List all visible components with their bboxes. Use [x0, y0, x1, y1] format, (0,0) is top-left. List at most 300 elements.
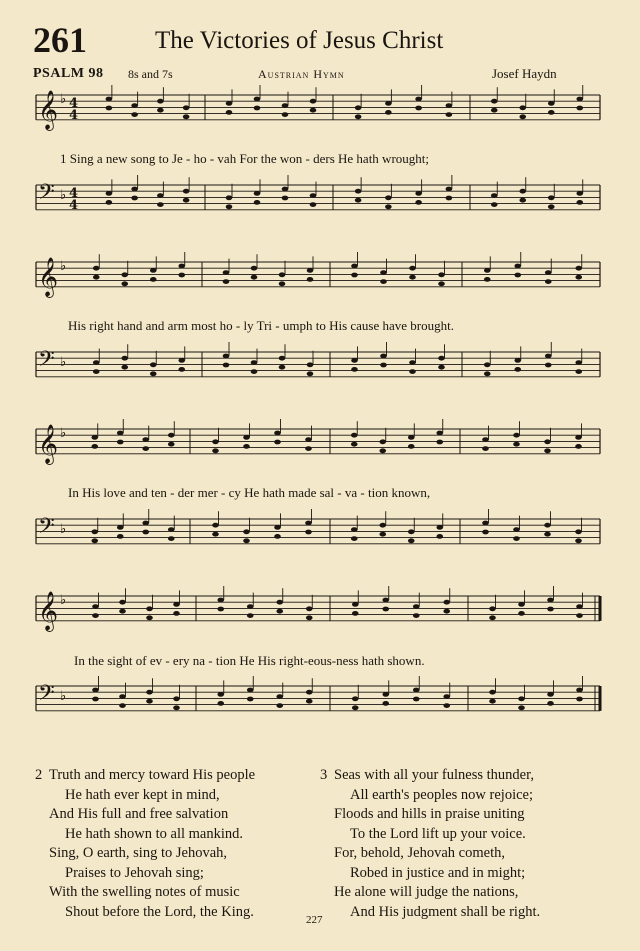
note-head	[385, 195, 392, 200]
note-head	[514, 367, 521, 372]
flat-sign: ♭	[60, 188, 67, 203]
note-head	[413, 613, 420, 618]
note-head	[380, 270, 387, 275]
note-head	[178, 367, 185, 372]
time-signature-bottom: 4	[69, 108, 79, 123]
note-head	[117, 534, 124, 539]
note-head	[380, 363, 387, 368]
note-head	[489, 690, 496, 695]
note-head	[131, 196, 138, 201]
note-head	[173, 705, 180, 710]
bass-clef: 𝄢	[38, 681, 55, 711]
note-head	[119, 694, 126, 699]
flat-sign: ♭	[60, 593, 67, 608]
note-head	[548, 204, 555, 209]
note-head	[351, 367, 358, 372]
note-head	[150, 362, 157, 367]
note-head	[575, 369, 582, 374]
note-head	[306, 606, 313, 611]
note-head	[157, 202, 164, 207]
note-head	[514, 264, 521, 269]
verse-line: Praises to Jehovah sing;	[65, 864, 204, 881]
note-head	[409, 266, 416, 271]
note-head	[274, 534, 281, 539]
note-head	[131, 103, 138, 108]
note-head	[379, 532, 386, 537]
note-head	[484, 268, 491, 273]
note-head	[93, 369, 100, 374]
note-head	[243, 444, 250, 449]
note-head	[274, 525, 281, 530]
note-head	[409, 275, 416, 280]
note-head	[355, 198, 362, 203]
note-head	[351, 358, 358, 363]
note-head	[352, 705, 359, 710]
note-head	[382, 598, 389, 603]
note-head	[183, 114, 190, 119]
note-head	[484, 277, 491, 282]
note-head	[446, 196, 453, 201]
note-head	[436, 440, 443, 445]
note-head	[408, 444, 415, 449]
note-head	[91, 435, 98, 440]
lyric-line-4: In the sight of ev - ery na - tion He His right-eous-ness hath shown.	[74, 653, 425, 668]
note-head	[576, 688, 583, 693]
note-head	[547, 607, 554, 612]
note-head	[121, 356, 128, 361]
note-head	[310, 202, 317, 207]
note-head	[310, 99, 317, 104]
note-head	[243, 538, 250, 543]
note-head	[106, 106, 113, 111]
note-head	[254, 106, 261, 111]
note-head	[178, 273, 185, 278]
note-head	[150, 277, 157, 282]
note-head	[276, 703, 283, 708]
note-head	[351, 433, 358, 438]
note-head	[142, 446, 149, 451]
verse-2	[35, 766, 256, 922]
time-signature-top: 4	[69, 96, 79, 111]
note-head	[92, 604, 99, 609]
note-head	[519, 114, 526, 119]
note-head	[131, 112, 138, 117]
note-head	[544, 439, 551, 444]
note-head	[408, 538, 415, 543]
verse-line: Floods and hills in praise uniting	[334, 806, 525, 822]
flat-sign: ♭	[60, 92, 67, 107]
bass-clef: 𝄢	[38, 514, 55, 544]
verse-3	[320, 766, 541, 922]
note-head	[157, 108, 164, 113]
note-head	[409, 369, 416, 374]
flat-sign: ♭	[60, 355, 67, 370]
note-head	[438, 272, 445, 277]
verse-line: Sing, O earth, sing to Jehovah,	[49, 845, 228, 861]
note-head	[119, 600, 126, 605]
note-head	[212, 439, 219, 444]
note-head	[282, 196, 289, 201]
bass-clef: 𝄢	[38, 180, 55, 210]
note-head	[576, 697, 583, 702]
note-head	[443, 694, 450, 699]
verse-line: To the Lord lift up your voice.	[350, 825, 526, 842]
note-head	[409, 360, 416, 365]
note-head	[91, 529, 98, 534]
note-head	[576, 604, 583, 609]
note-head	[223, 354, 230, 359]
note-head	[438, 356, 445, 361]
note-head	[379, 523, 386, 528]
time-signature-bottom: 4	[69, 198, 79, 213]
note-head	[545, 363, 552, 368]
verse-number: 3	[320, 767, 328, 783]
bass-clef: 𝄢	[38, 347, 55, 377]
note-head	[352, 611, 359, 616]
note-head	[183, 198, 190, 203]
note-head	[226, 101, 233, 106]
note-head	[310, 193, 317, 198]
note-head	[518, 696, 525, 701]
composer-name: Josef Haydn	[492, 66, 557, 81]
note-head	[217, 701, 224, 706]
note-head	[131, 187, 138, 192]
note-head	[482, 530, 489, 535]
note-head	[146, 615, 153, 620]
note-head	[142, 437, 149, 442]
note-head	[413, 604, 420, 609]
note-head	[254, 200, 261, 205]
note-head	[282, 103, 289, 108]
note-head	[282, 112, 289, 117]
note-head	[514, 358, 521, 363]
note-head	[178, 358, 185, 363]
verse-line: Truth and mercy toward His people	[49, 767, 256, 783]
note-head	[305, 437, 312, 442]
note-head	[251, 266, 258, 271]
note-head	[518, 611, 525, 616]
note-head	[310, 108, 317, 113]
treble-clef: 𝄞	[38, 90, 59, 130]
note-head	[279, 281, 286, 286]
note-head	[106, 97, 113, 102]
note-head	[247, 613, 254, 618]
note-head	[117, 440, 124, 445]
note-head	[513, 536, 520, 541]
note-head	[544, 523, 551, 528]
note-head	[514, 273, 521, 278]
note-head	[247, 604, 254, 609]
note-head	[513, 527, 520, 532]
note-head	[548, 110, 555, 115]
note-head	[223, 363, 230, 368]
note-head	[576, 200, 583, 205]
treble-clef: 𝄞	[38, 257, 59, 297]
lyric-line-1: 1 Sing a new song to Je - ho - vah For the won - ders He hath wrought;	[60, 151, 429, 166]
note-head	[436, 534, 443, 539]
note-head	[121, 281, 128, 286]
note-head	[438, 365, 445, 370]
note-head	[491, 108, 498, 113]
note-head	[91, 538, 98, 543]
note-head	[382, 607, 389, 612]
note-head	[379, 448, 386, 453]
note-head	[408, 529, 415, 534]
note-head	[446, 112, 453, 117]
note-head	[575, 529, 582, 534]
note-head	[351, 536, 358, 541]
note-head	[117, 431, 124, 436]
note-head	[385, 110, 392, 115]
note-head	[305, 521, 312, 526]
note-head	[226, 110, 233, 115]
note-head	[142, 521, 149, 526]
note-head	[351, 273, 358, 278]
note-head	[575, 435, 582, 440]
hymn-number: 261	[33, 20, 87, 60]
note-head	[436, 525, 443, 530]
note-head	[168, 433, 175, 438]
note-head	[91, 444, 98, 449]
verse-line: Robed in justice and in might;	[350, 864, 526, 881]
note-head	[415, 97, 422, 102]
note-head	[352, 696, 359, 701]
note-head	[274, 431, 281, 436]
tune-name: Austrian Hymn	[258, 67, 345, 81]
note-head	[576, 97, 583, 102]
note-head	[279, 365, 286, 370]
verse-line: With the swelling notes of music	[49, 884, 240, 900]
note-head	[382, 692, 389, 697]
verse-line: For, behold, Jehovah cometh,	[334, 845, 505, 861]
note-head	[92, 697, 99, 702]
note-head	[519, 198, 526, 203]
note-head	[243, 529, 250, 534]
note-head	[544, 448, 551, 453]
note-head	[212, 523, 219, 528]
note-head	[226, 204, 233, 209]
note-head	[545, 354, 552, 359]
note-head	[117, 525, 124, 530]
note-head	[385, 101, 392, 106]
note-head	[274, 440, 281, 445]
note-head	[518, 602, 525, 607]
note-head	[482, 521, 489, 526]
note-head	[212, 532, 219, 537]
note-head	[413, 697, 420, 702]
note-head	[92, 688, 99, 693]
note-head	[482, 437, 489, 442]
note-head	[282, 187, 289, 192]
note-head	[306, 699, 313, 704]
note-head	[150, 371, 157, 376]
note-head	[307, 371, 314, 376]
note-head	[513, 442, 520, 447]
note-head	[355, 114, 362, 119]
note-head	[146, 606, 153, 611]
note-head	[413, 688, 420, 693]
note-head	[251, 275, 258, 280]
note-head	[484, 371, 491, 376]
note-head	[276, 694, 283, 699]
note-head	[545, 279, 552, 284]
hymn-title: The Victories of Jesus Christ	[155, 27, 444, 54]
note-head	[306, 690, 313, 695]
note-head	[415, 191, 422, 196]
note-head	[251, 360, 258, 365]
time-signature-top: 4	[69, 186, 79, 201]
note-head	[484, 362, 491, 367]
note-head	[491, 193, 498, 198]
note-head	[352, 602, 359, 607]
note-head	[415, 200, 422, 205]
note-head	[217, 692, 224, 697]
flat-sign: ♭	[60, 689, 67, 704]
note-head	[106, 200, 113, 205]
verse-line: Seas with all your fulness thunder,	[334, 767, 534, 783]
note-head	[173, 611, 180, 616]
note-head	[575, 360, 582, 365]
note-head	[93, 275, 100, 280]
flat-sign: ♭	[60, 426, 67, 441]
note-head	[243, 435, 250, 440]
note-head	[436, 431, 443, 436]
note-head	[183, 105, 190, 110]
note-head	[443, 703, 450, 708]
note-head	[121, 272, 128, 277]
verse-line: And His judgment shall be right.	[350, 903, 541, 920]
note-head	[379, 439, 386, 444]
note-head	[575, 444, 582, 449]
note-head	[307, 362, 314, 367]
note-head	[382, 701, 389, 706]
note-head	[519, 105, 526, 110]
note-head	[355, 189, 362, 194]
note-head	[168, 527, 175, 532]
note-head	[351, 527, 358, 532]
verse-line: He hath shown to all mankind.	[65, 825, 244, 842]
note-head	[247, 688, 254, 693]
note-head	[305, 530, 312, 535]
note-head	[157, 193, 164, 198]
verse-line: Shout before the Lord, the King.	[65, 903, 254, 920]
note-head	[491, 202, 498, 207]
note-head	[306, 615, 313, 620]
note-head	[279, 272, 286, 277]
note-head	[351, 442, 358, 447]
verse-number: 2	[35, 767, 43, 783]
note-head	[276, 609, 283, 614]
meter-label: 8s and 7s	[128, 67, 173, 81]
note-head	[576, 106, 583, 111]
note-head	[226, 195, 233, 200]
note-head	[443, 609, 450, 614]
note-head	[446, 187, 453, 192]
verse-line: He hath ever kept in mind,	[65, 786, 220, 803]
note-head	[251, 369, 258, 374]
note-head	[547, 598, 554, 603]
verse-line: He alone will judge the nations,	[334, 884, 519, 900]
note-head	[547, 701, 554, 706]
note-head	[307, 277, 314, 282]
note-head	[351, 264, 358, 269]
note-head	[212, 448, 219, 453]
note-head	[217, 607, 224, 612]
note-head	[119, 703, 126, 708]
note-head	[548, 101, 555, 106]
note-head	[173, 696, 180, 701]
note-head	[575, 275, 582, 280]
note-head	[438, 281, 445, 286]
note-head	[247, 697, 254, 702]
page-number: 227	[306, 914, 323, 926]
note-head	[415, 106, 422, 111]
note-head	[168, 442, 175, 447]
lyric-line-2: His right hand and arm most ho - ly Tri - umph to His cause have brought.	[68, 318, 454, 333]
note-head	[93, 360, 100, 365]
note-head	[305, 446, 312, 451]
note-head	[575, 538, 582, 543]
treble-clef: 𝄞	[38, 591, 59, 631]
note-head	[576, 191, 583, 196]
note-head	[223, 270, 230, 275]
verse-line: And His full and free salvation	[49, 806, 229, 822]
note-head	[547, 692, 554, 697]
note-head	[489, 699, 496, 704]
verse-line: All earth's peoples now rejoice;	[350, 786, 533, 803]
note-head	[548, 195, 555, 200]
note-head	[92, 613, 99, 618]
note-head	[518, 705, 525, 710]
note-head	[482, 446, 489, 451]
note-head	[173, 602, 180, 607]
note-head	[178, 264, 185, 269]
note-head	[513, 433, 520, 438]
note-head	[380, 279, 387, 284]
note-head	[519, 189, 526, 194]
note-head	[146, 690, 153, 695]
note-head	[93, 266, 100, 271]
note-head	[443, 600, 450, 605]
note-head	[307, 268, 314, 273]
note-head	[150, 268, 157, 273]
note-head	[385, 204, 392, 209]
note-head	[254, 191, 261, 196]
note-head	[106, 191, 113, 196]
note-head	[276, 600, 283, 605]
note-head	[119, 609, 126, 614]
note-head	[183, 189, 190, 194]
flat-sign: ♭	[60, 522, 67, 537]
lyric-line-3: In His love and ten - der mer - cy He hath made sal - va - tion known,	[68, 485, 431, 500]
note-head	[545, 270, 552, 275]
note-head	[146, 699, 153, 704]
note-head	[254, 97, 261, 102]
note-head	[489, 606, 496, 611]
note-head	[157, 99, 164, 104]
note-head	[355, 105, 362, 110]
note-head	[168, 536, 175, 541]
flat-sign: ♭	[60, 259, 67, 274]
note-head	[142, 530, 149, 535]
note-head	[576, 613, 583, 618]
note-head	[491, 99, 498, 104]
note-head	[408, 435, 415, 440]
note-head	[223, 279, 230, 284]
note-head	[121, 365, 128, 370]
note-head	[544, 532, 551, 537]
note-head	[217, 598, 224, 603]
